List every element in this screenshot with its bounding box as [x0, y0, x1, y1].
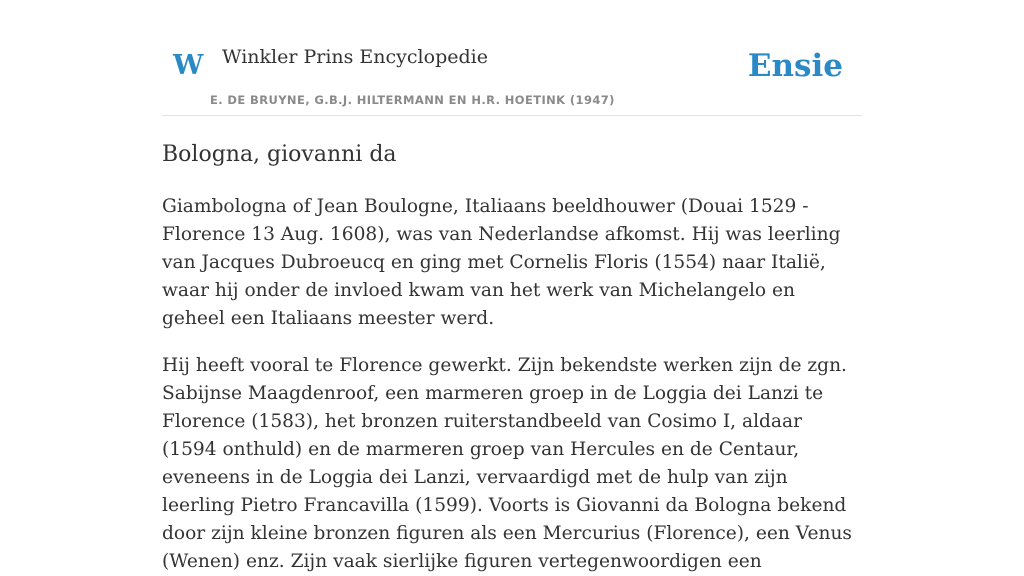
ensie-brand-logo[interactable]: Ensie	[747, 48, 843, 84]
book-authors: E. DE BRUYNE, G.B.J. HILTERMANN EN H.R. HOETINK (1947)	[210, 93, 615, 107]
article-title: Bologna, giovanni da	[162, 142, 397, 167]
encyclopedia-header	[162, 32, 862, 116]
article	[162, 140, 862, 576]
article-paragraph: Hij heeft vooral te Florence gewerkt. Zijn bekendste werken zijn de zgn. Sabijnse Maagdenroof, een marmeren groep in de Loggia dei Lanzi te Florence (1583), het bronzen ruiterstandbeeld van Cosimo I, aldaar (1594 onthuld) en de marmeren groep van Hercules en de Centaur, eveneens in de Loggia dei Lanzi, vervaardigd met de hulp van zijn leerling Pietro Francavilla (1599). Voorts is Giovanni da Bologna bekend door zijn kleine bronzen figuren als een Mercurius (Florence), een Venus (Wenen) enz. Zijn vaak sierlijke figuren vertegenwoordigen een	[162, 355, 852, 572]
encyclopedia-logo-icon[interactable]: W	[173, 50, 204, 81]
article-paragraph: Giambologna of Jean Boulogne, Italiaans beeldhouwer (Douai 1529 - Florence 13 Aug. 1608), was van Nederlandse afkomst. Hij was leerling van Jacques Dubroeucq en ging met Cornelis Floris (1554) naar Italië, waar hij onder de invloed kwam van het werk van Michelangelo en geheel een Italiaans meester werd.	[162, 196, 841, 329]
book-title-link[interactable]: Winkler Prins Encyclopedie	[222, 46, 488, 68]
